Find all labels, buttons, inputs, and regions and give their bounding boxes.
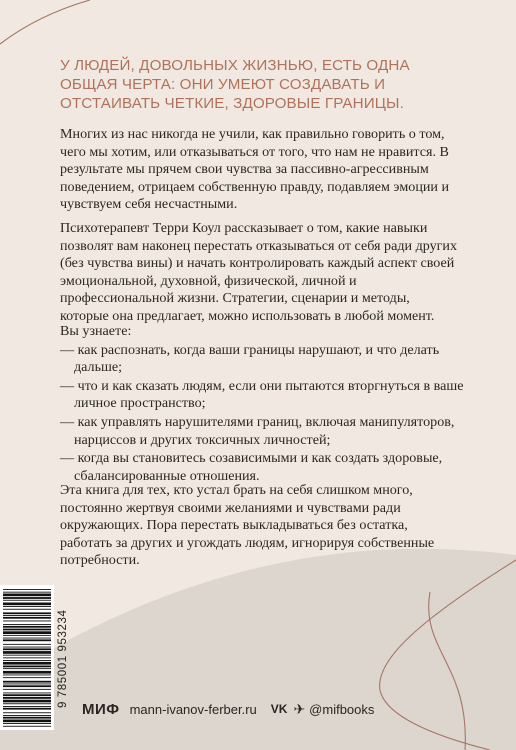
barcode-bar: [3, 723, 51, 724]
barcode-bar: [3, 594, 51, 597]
paragraph-2: Психотерапевт Терри Коул рассказывает о том, какие навыки позволят вам наконец перестать отказываться от себя ради других (без чувства вины) и начать контролировать каждый аспект своей эмоциональной, духовной, физической, личной и профессиональной жизни. Стратегии, сценарии и методы, которые она предлагает, можно использовать в любой момент.: [60, 220, 458, 324]
telegram-icon[interactable]: ✈: [293, 700, 306, 717]
barcode-bar: [3, 648, 51, 650]
isbn-number: 9 785001 953234: [57, 609, 69, 709]
vk-icon[interactable]: VK: [270, 702, 288, 716]
headline: У ЛЮДЕЙ, ДОВОЛЬНЫХ ЖИЗНЬЮ, ЕСТЬ ОДНА ОБЩАЯ ЧЕРТА: ОНИ УМЕЮТ СОЗДАВАТЬ И ОТСТАИВАТЬ ЧЕТКИЕ, ЗДОРОВЫЕ ГРАНИЦЫ.: [60, 57, 410, 112]
barcode-bar: [3, 694, 51, 696]
footer: [82, 699, 374, 719]
barcode-bar: [3, 617, 51, 619]
list-item: — когда вы становитесь созависимыми и как создать здоровые, сбалансированные отношения.: [60, 450, 443, 484]
barcode-bar: [3, 662, 51, 665]
barcode-bar: [3, 703, 51, 704]
barcode-bar: [3, 681, 51, 683]
list-intro: Вы узнаете:: [60, 323, 132, 339]
barcode-bar: [3, 708, 51, 710]
barcode-bar: [3, 651, 51, 654]
barcode-bar: [3, 706, 51, 707]
grey-wave-shape: [0, 549, 516, 750]
barcode-bar: [3, 671, 51, 674]
barcode-bar: [3, 693, 51, 694]
paragraph-3: Эта книга для тех, кто устал брать на себя слишком много, постоянно жертвуя своими желаниями и чувствами ради окружающих. Пора перестать выкладываться без остатка, работать за других и угождать людям, игнорируя собственные потребности.: [60, 482, 435, 569]
list-item: — что и как сказать людям, если они пытаются вторгнуться в ваше личное пространство;: [60, 377, 464, 412]
barcode: [0, 585, 54, 730]
list-item: — как управлять нарушителями границ, включая манипуляторов, нарциссов и других токсичных личностей;: [60, 413, 455, 448]
website-link[interactable]: mann-ivanov-ferber.ru: [129, 701, 257, 717]
barcode-bar: [3, 697, 51, 699]
barcode-bar: [3, 647, 51, 648]
barcode-bar: [3, 638, 51, 639]
barcode-bar: [3, 624, 51, 625]
barcode-bar: [3, 612, 51, 614]
list-item: — как распознать, когда ваши границы нарушают, и что делать дальше;: [60, 341, 440, 376]
barcode-bar: [3, 644, 51, 645]
barcode-bar: [3, 609, 51, 610]
barcode-bar: [3, 597, 51, 599]
barcode-bar: [3, 660, 51, 661]
barcode-bar: [3, 726, 51, 727]
paragraph-1: Многих из нас никогда не учили, как правильно говорить о том, чего мы хотим, или отказываться от того, что нам не нравится. В результате мы прячем свои чувства за пассивно-агрессивным поведением, отрицаем собственную правду, подавляем эмоции и чувствуем себя несчастными.: [60, 126, 450, 213]
barcode-bar: [3, 631, 51, 634]
barcode-bar: [3, 666, 51, 668]
barcode-bar: [3, 720, 51, 723]
benefits-list: [60, 323, 470, 486]
social-handle[interactable]: @mifbooks: [309, 701, 375, 717]
barcode-bar: [3, 657, 51, 658]
barcode-bar: [3, 685, 51, 687]
barcode-bar: [3, 635, 51, 636]
barcode-bar: [3, 603, 51, 606]
barcode-bar: [3, 689, 51, 690]
barcode-bar: [3, 621, 51, 622]
barcode-bar: [3, 626, 51, 628]
barcode-bar: [3, 589, 51, 590]
barcode-bar: [3, 700, 51, 703]
barcode-bar: [3, 629, 51, 631]
barcode-bar: [3, 606, 51, 607]
barcode-bar: [3, 715, 51, 716]
barcode-bar: [3, 600, 51, 601]
barcode-bar: [3, 712, 51, 713]
barcode-bar: [3, 717, 51, 719]
barcode-bar: [3, 615, 51, 616]
barcode-bar: [3, 668, 51, 669]
barcode-bar: [3, 639, 51, 641]
barcode-bar: [3, 684, 51, 685]
barcode-bar: [3, 677, 51, 678]
publisher-logo: МИФ: [82, 700, 120, 718]
barcode-bar: [3, 592, 51, 593]
barcode-bar: [3, 675, 51, 676]
barcode-bar: [3, 655, 51, 656]
top-left-arc: [0, 0, 90, 44]
